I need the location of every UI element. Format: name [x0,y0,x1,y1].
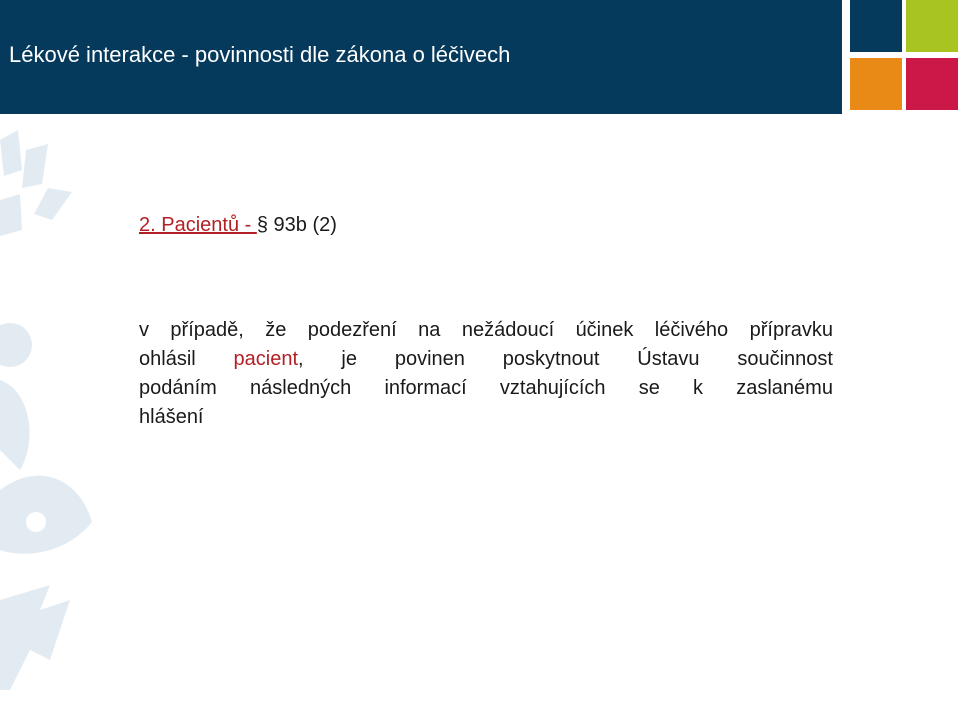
word: podáním [139,377,217,399]
paragraph [139,316,833,432]
title-bar [0,0,842,114]
word: součinnost [737,348,833,370]
decorative-figure-logo [0,130,120,720]
word: , [298,348,304,370]
word: ohlásil [139,348,196,370]
word: přípravku [749,319,833,341]
word: že [265,319,287,341]
section-number: 93b (2) [267,214,337,236]
brand-tile-red [906,58,958,110]
brand-tile-orange [850,58,902,110]
paragraph-line-4 [139,403,833,432]
word: nežádoucí [461,319,555,341]
brand-tile-green [906,0,958,52]
word: hlášení [139,406,204,428]
section-link[interactable]: 2. Pacientů - [139,214,257,236]
paragraph-line-2 [139,345,833,374]
slide-title: Lékové interakce - povinnosti dle zákona o léčivech [9,42,511,67]
highlight-word: pacient [233,348,299,370]
section-heading [139,214,337,237]
word: podezření [307,319,397,341]
paragraph-line-1 [139,316,833,345]
word: vztahujících [499,377,606,399]
word: k [693,377,704,399]
word: případě, [170,319,244,341]
brand-tile-navy [850,0,902,52]
word: v [139,319,149,341]
word: účinek [575,319,634,341]
section-symbol: § [256,214,268,236]
word-group [234,345,304,374]
word: na [418,319,441,341]
word: Ústavu [637,348,700,370]
word: poskytnout [502,348,600,370]
header-divider [842,0,850,114]
word: povinen [394,348,465,370]
word: zaslanému [736,377,833,399]
word: léčivého [654,319,729,341]
word: je [341,348,357,370]
word: informací [384,377,467,399]
word: se [638,377,660,399]
word: následných [250,377,352,399]
paragraph-line-3 [139,374,833,403]
